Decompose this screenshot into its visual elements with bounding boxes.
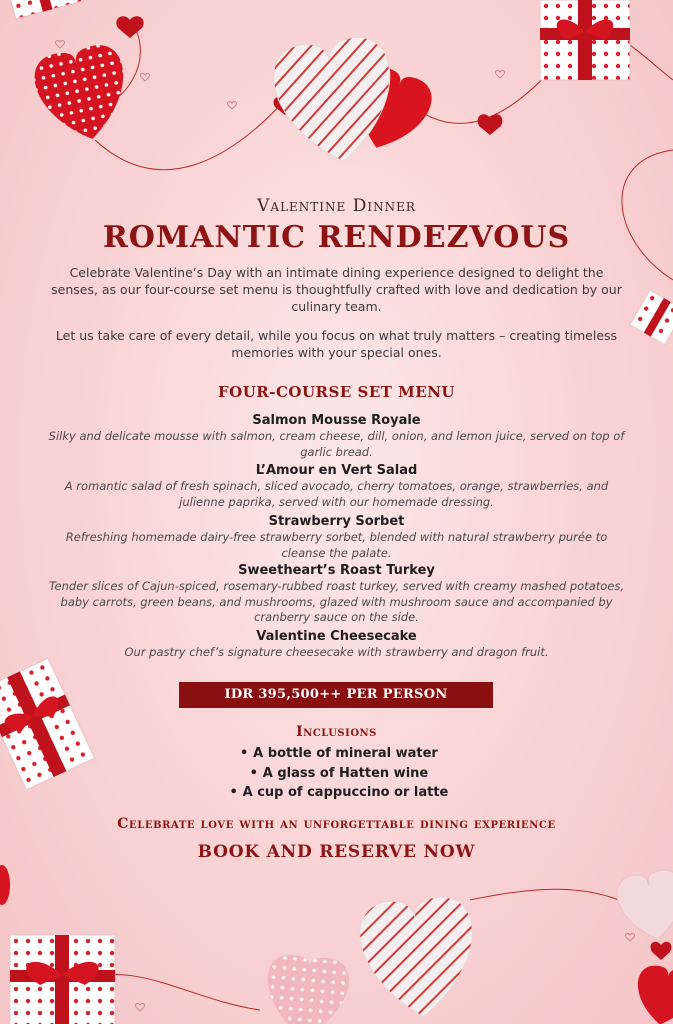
bullet-icon: • — [229, 785, 238, 800]
course-item — [45, 412, 628, 460]
list-item — [0, 764, 673, 784]
bullet-icon: • — [249, 765, 258, 781]
price-banner: IDR 395,500++ PER PERSON — [179, 682, 493, 708]
tagline: Celebrate love with an unforgettable dining experience — [117, 816, 556, 832]
course-description: Refreshing homemade dairy-free strawberry sorbet, blended with natural strawberry purée to cleanse the palate. — [65, 530, 608, 560]
course-name: Salmon Mousse Royale — [252, 413, 421, 428]
course-description: Our pastry chef’s signature cheesecake with strawberry and dragon fruit. — [124, 645, 549, 659]
list-item — [0, 783, 673, 803]
course-description: Tender slices of Cajun-spiced, rosemary-rubbed roast turkey, served with creamy mashed potatoes, baby carrots, green beans, and mushrooms, glazed with mushroom sauce and accompanied by cranberry sauce on the side. — [48, 579, 625, 624]
list-item — [0, 744, 673, 764]
inclusion-text: A cup of cappuccino or latte — [242, 785, 449, 800]
menu-heading: FOUR-COURSE SET MENU — [217, 383, 455, 401]
course-description: Silky and delicate mousse with salmon, cream cheese, dill, onion, and lemon juice, served on top of garlic bread. — [48, 429, 625, 459]
course-description: A romantic salad of fresh spinach, sliced avocado, cherry tomatoes, orange, strawberries, and julienne paprika, served with our homemade dressing. — [64, 479, 609, 509]
intro-paragraph-1: Celebrate Valentine’s Day with an intimate dining experience designed to delight the senses, as our four-course set menu is thoughtfully crafted with love and dedication by our culinary team. — [51, 265, 622, 314]
book-now-cta[interactable]: BOOK AND RESERVE NOW — [197, 842, 476, 862]
course-name: Strawberry Sorbet — [268, 514, 405, 529]
event-eyebrow: Valentine Dinner — [257, 196, 416, 216]
inclusions-list — [0, 744, 673, 803]
course-name: Valentine Cheesecake — [256, 629, 417, 644]
inclusion-text: A glass of Hatten wine — [262, 765, 429, 781]
inclusions-heading: Inclusions — [296, 724, 377, 740]
course-item — [45, 513, 628, 561]
course-item — [45, 628, 628, 661]
inclusion-text: A bottle of mineral water — [253, 746, 438, 761]
course-name: L’Amour en Vert Salad — [255, 463, 418, 478]
page-title: ROMANTIC RENDEZVOUS — [102, 220, 571, 255]
course-name: Sweetheart’s Roast Turkey — [238, 563, 435, 578]
course-item — [45, 562, 628, 626]
intro-paragraph-2: Let us take care of every detail, while you focus on what truly matters – creating timeless memories with your special ones. — [55, 328, 618, 360]
bullet-icon: • — [240, 746, 249, 761]
course-item — [45, 462, 628, 510]
